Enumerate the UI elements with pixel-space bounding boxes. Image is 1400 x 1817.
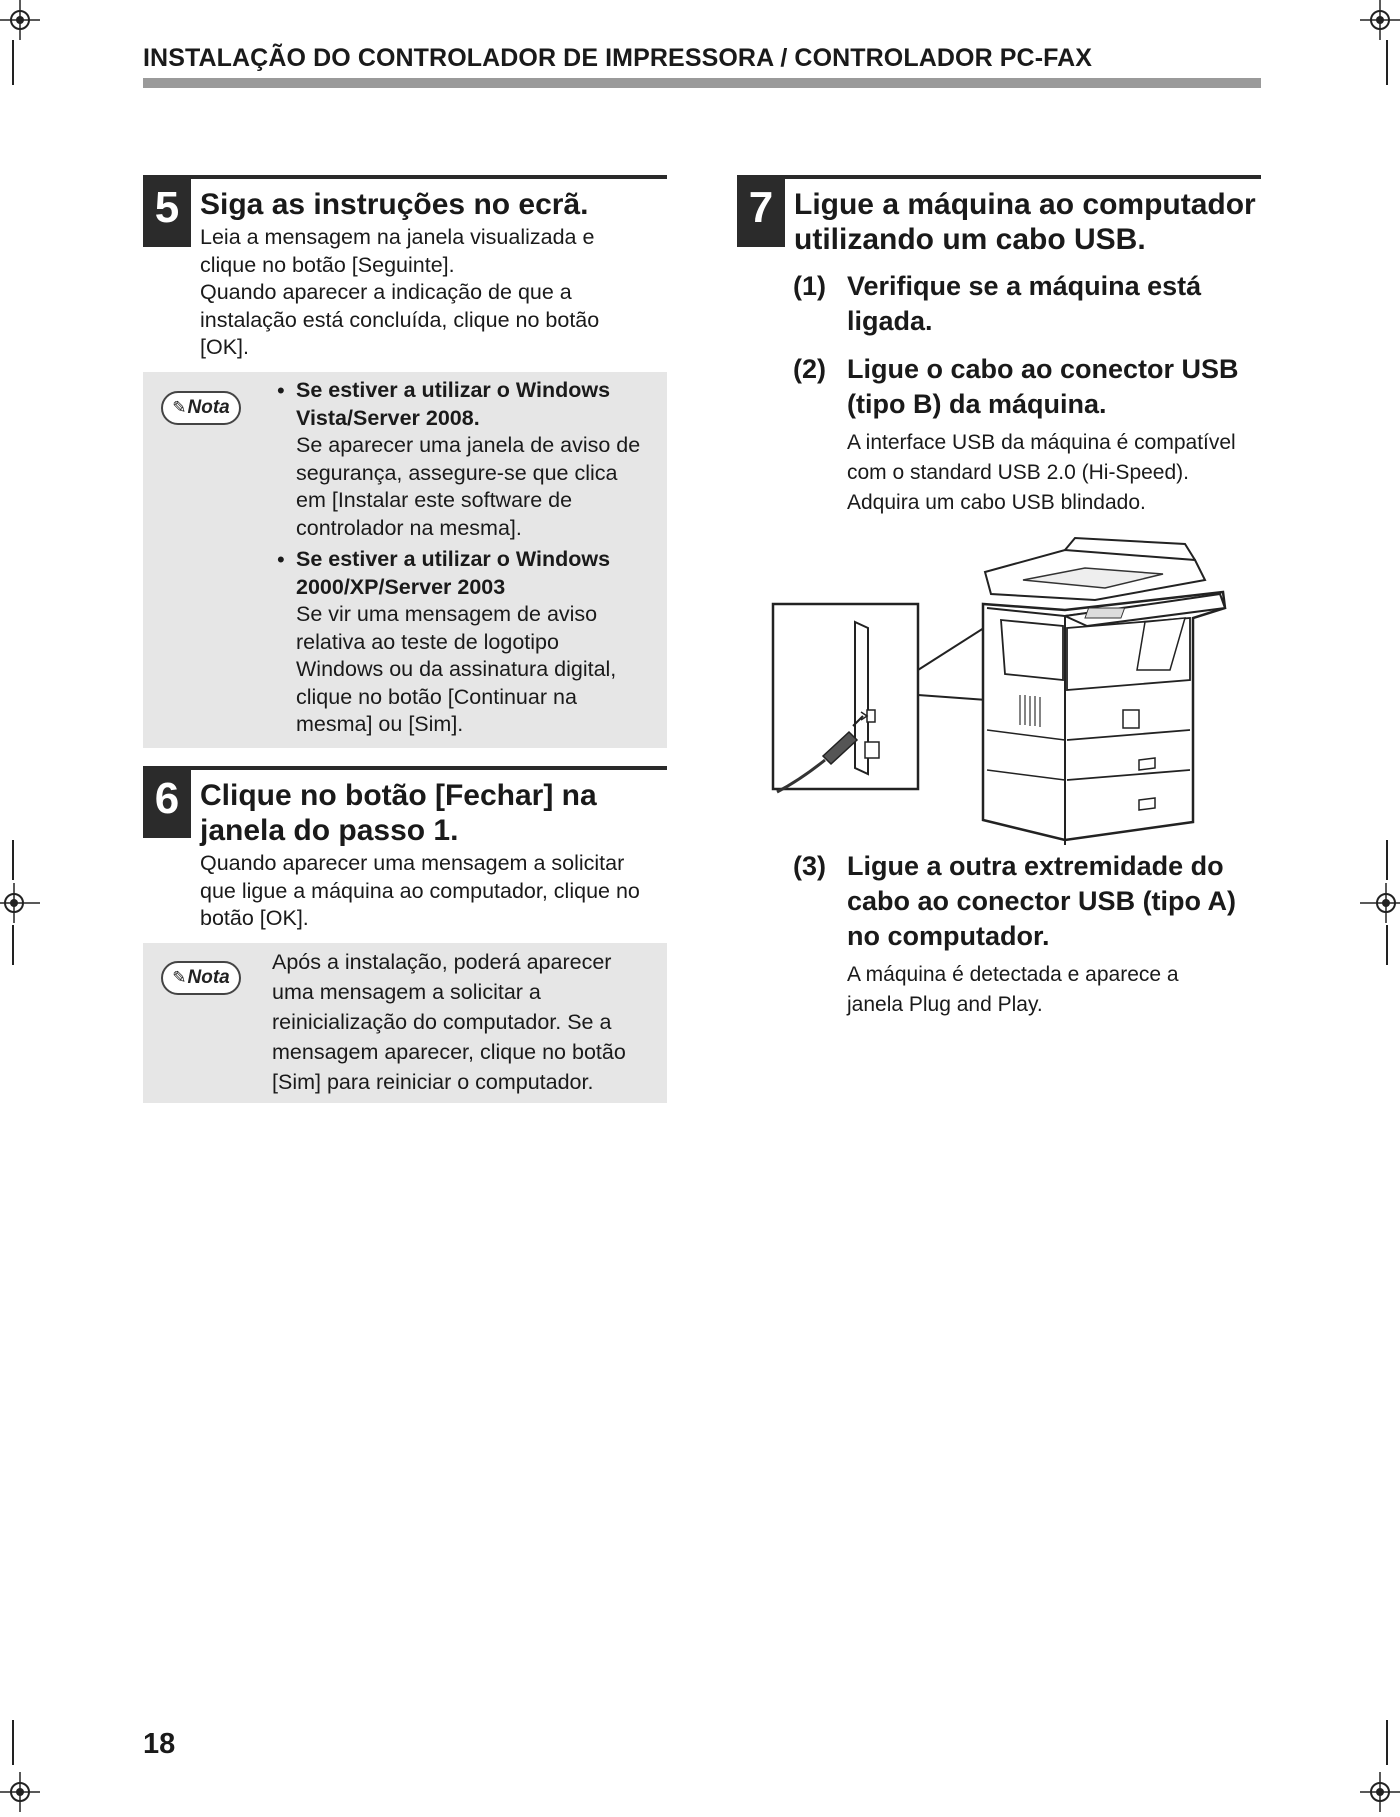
crop-mark — [12, 40, 14, 85]
crop-mark — [1386, 1720, 1388, 1765]
registration-mark-bottom-left — [0, 1772, 40, 1812]
step-5-number: 5 — [143, 177, 191, 247]
step-6-title: Clique no botão [Fechar] na janela do passo 1. — [200, 779, 597, 847]
substep-3-body: A máquina é detectada e aparece a janela Plug and Play. — [847, 963, 1179, 1016]
registration-mark-top-right — [1360, 0, 1400, 40]
page-header-title: INSTALAÇÃO DO CONTROLADOR DE IMPRESSORA / CONTROLADOR PC-FAX — [143, 44, 1093, 72]
substep-1-number: (1) — [793, 271, 826, 301]
step-6-note-text: Após a instalação, poderá aparecer uma mensagem a solicitar a reinicialização do computador. Se a mensagem aparecer, clique no botão [Sim] para reiniciar o computador. — [272, 950, 626, 1094]
substep-3-number: (3) — [793, 851, 826, 881]
note-bullet-2: Se estiver a utilizar o Windows 2000/XP/Server 2003 Se vir uma mensagem de aviso relativa ao teste de logotipo Windows ou da assinatura digital, clique no botão [Continuar na mesma] ou [Sim]. — [296, 547, 617, 736]
crop-mark — [12, 925, 14, 965]
machine-usb-illustration — [765, 530, 1240, 845]
registration-mark-mid-left — [0, 883, 40, 923]
page-number: 18 — [143, 1728, 176, 1760]
step-6-number: 6 — [143, 768, 191, 838]
step-5-rule — [143, 175, 667, 179]
substep-2-title: Ligue o cabo ao conector USB (tipo B) da máquina. — [847, 354, 1239, 419]
step-7-title: Ligue a máquina ao computador utilizando um cabo USB. — [794, 188, 1256, 256]
substep-2-body: A interface USB da máquina é compatível com o standard USB 2.0 (Hi-Speed). Adquira um cabo USB blindado. — [847, 431, 1236, 514]
nota-badge: ✎Nota — [161, 391, 241, 425]
pencil-icon: ✎ — [172, 968, 187, 987]
crop-mark — [12, 1720, 14, 1765]
step-6-body: Quando aparecer uma mensagem a solicitar que ligue a máquina ao computador, clique no botão [OK]. — [200, 851, 640, 930]
lan-port — [865, 742, 879, 758]
step-5-body: Leia a mensagem na janela visualizada e clique no botão [Seguinte]. Quando aparecer a indicação de que a instalação está concluída, clique no botão [OK]. — [200, 225, 600, 359]
pencil-icon: ✎ — [172, 398, 187, 417]
substep-1-title: Verifique se a máquina está ligada. — [847, 271, 1202, 336]
step-7-rule — [737, 175, 1261, 179]
substep-2-number: (2) — [793, 354, 826, 384]
bullet-icon: • — [277, 547, 285, 572]
note-bullet-1: Se estiver a utilizar o Windows Vista/Server 2008. Se aparecer uma janela de aviso de segurança, assegure-se que clica em [Instalar este software de controlador na mesma]. — [296, 378, 641, 540]
registration-mark-top-left — [0, 0, 40, 40]
connector-inset — [773, 604, 918, 789]
nota-badge: ✎Nota — [161, 961, 241, 995]
crop-mark — [12, 840, 14, 880]
header-rule — [143, 78, 1261, 88]
crop-mark — [1386, 840, 1388, 880]
crop-mark — [1386, 40, 1388, 85]
crop-mark — [1386, 925, 1388, 965]
step-5-title: Siga as instruções no ecrã. — [200, 188, 589, 221]
substep-3-title: Ligue a outra extremidade do cabo ao conector USB (tipo A) no computador. — [847, 851, 1237, 951]
registration-mark-mid-right — [1360, 883, 1400, 923]
step-7-number: 7 — [737, 177, 785, 247]
registration-mark-bottom-right — [1360, 1772, 1400, 1812]
bullet-icon: • — [277, 378, 285, 403]
step-6-rule — [143, 766, 667, 770]
